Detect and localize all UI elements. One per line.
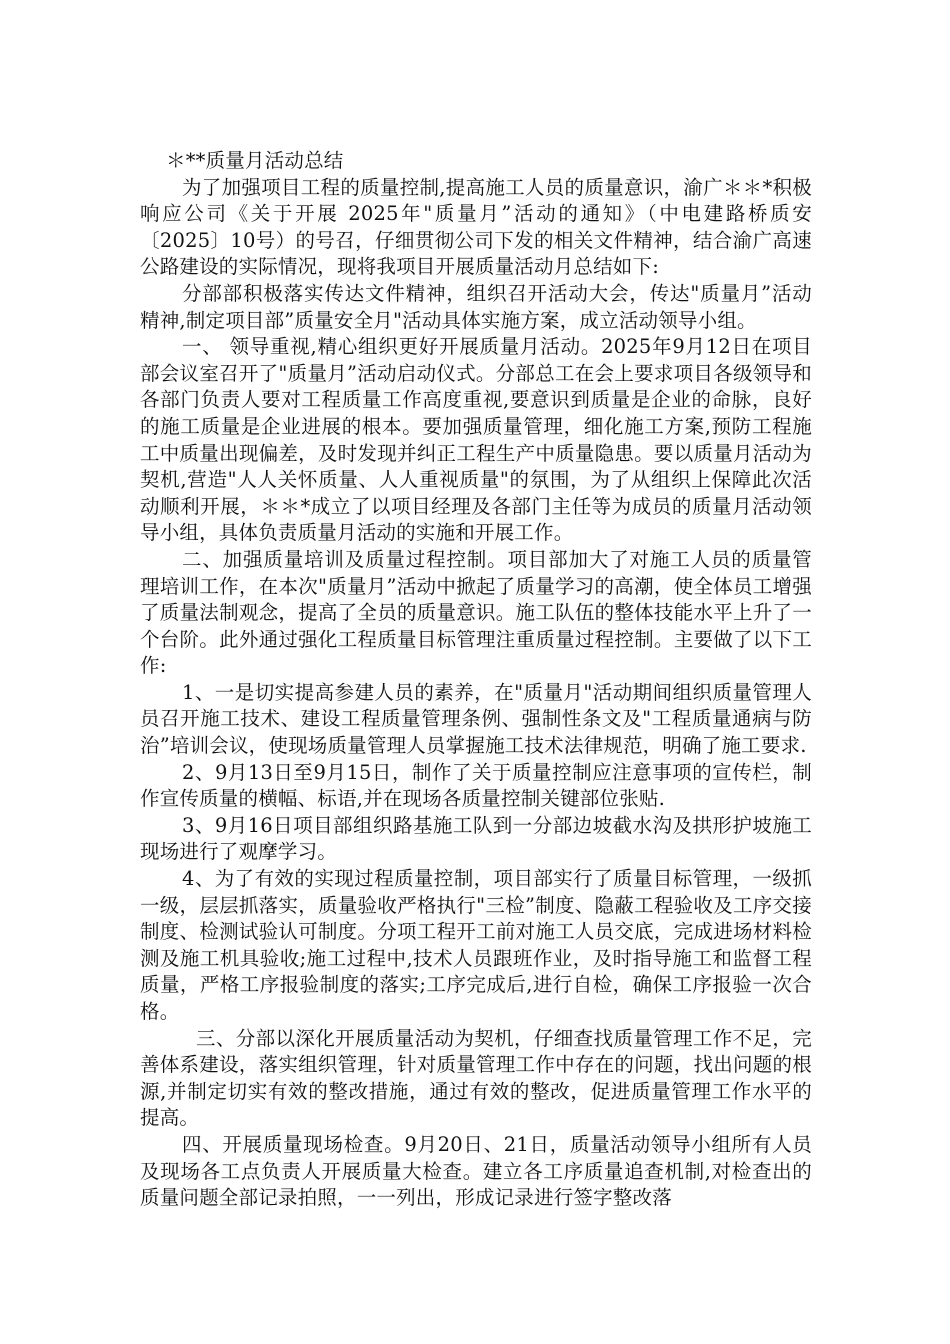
paragraph-intro: 为了加强项目工程的质量控制,提高施工人员的质量意识，渝广＊＊*积极响应公司《关于开展 2025年"质量月”活动的通知》（中电建路桥质安〔2025〕10号）的号召，仔细贯彻公司下发的相关文件精神，结合渝广高速公路建设的实际情况，现将我项目开展质量活动月总结如下: xyxy=(140,175,812,279)
document-title: ＊**质量月活动总结 xyxy=(166,149,344,172)
paragraph-section-2: 二、加强质量培训及质量过程控制。项目部加大了对施工人员的质量管理培训工作，在本次"质量月”活动中掀起了质量学习的高潮，使全体员工增强了质量法制观念，提高了全员的质量意识。施工队伍的整体技能水平上升了一个台阶。此外通过强化工程质量目标管理注重质量过程控制。主要做了以下工作: xyxy=(140,547,812,678)
paragraph-leading-group: 分部部积极落实传达文件精神，组织召开活动大会，传达"质量月”活动精神,制定项目部”质量安全月"活动具体实施方案，成立活动领导小组。 xyxy=(140,281,812,332)
paragraph-item-4: 4、为了有效的实现过程质量控制，项目部实行了质量目标管理，一级抓一级，层层抓落实，质量验收严格执行"三检”制度、隐蔽工程验收及工序交接制度、检测试验认可制度。分项工程开工前对施工人员交底，完成进场材料检测及施工机具验收;施工过程中,技术人员跟班作业，及时指导施工和监督工程质量，严格工序报验制度的落实;工序完成后,进行自检，确保工序报验一次合格。 xyxy=(140,867,812,1023)
paragraph-item-1: 1、一是切实提高参建人员的素养，在"质量月"活动期间组织质量管理人员召开施工技术、建设工程质量管理条例、强制性条文及"工程质量通病与防治”培训会议，使现场质量管理人员掌握施工技术法律规范，明确了施工要求. xyxy=(140,680,812,758)
paragraph-item-3: 3、9月16日项目部组织路基施工队到一分部边坡截水沟及拱形护坡施工现场进行了观摩学习。 xyxy=(140,813,812,864)
paragraph-section-4: 四、开展质量现场检查。9月20日、21日，质量活动领导小组所有人员及现场各工点负责人开展质量大检查。建立各工序质量追查机制,对检查出的质量问题全部记录拍照，一一列出，形成记录进行签字整改落 xyxy=(140,1132,812,1210)
paragraph-section-3: 三、分部以深化开展质量活动为契机，仔细查找质量管理工作不足，完善体系建设，落实组织管理，针对质量管理工作中存在的问题，找出问题的根源,并制定切实有效的整改措施，通过有效的整改，促进质量管理工作水平的提高。 xyxy=(140,1026,812,1130)
document-body xyxy=(140,148,812,1212)
paragraph-section-1: 一、 领导重视,精心组织更好开展质量月活动。2025年9月12日在项目部会议室召开了"质量月”活动启动仪式。分部总工在会上要求项目各级领导和各部门负责人要对工程质量工作高度重视,要意识到质量是企业的命脉，良好的施工质量是企业进展的根本。要加强质量管理，细化施工方案,预防工程施工中质量出现偏差，及时发现并纠正工程生产中质量隐患。要以质量月活动为契机,营造"人人关怀质量、人人重视质量"的氛围，为了从组织上保障此次活动顺利开展，＊＊*成立了以项目经理及各部门主任等为成员的质量月活动领导小组，具体负责质量月活动的实施和开展工作。 xyxy=(140,335,812,545)
paragraph-item-2: 2、9月13日至9月15日，制作了关于质量控制应注意事项的宣传栏，制作宣传质量的横幅、标语,并在现场各质量控制关键部位张贴. xyxy=(140,760,812,811)
